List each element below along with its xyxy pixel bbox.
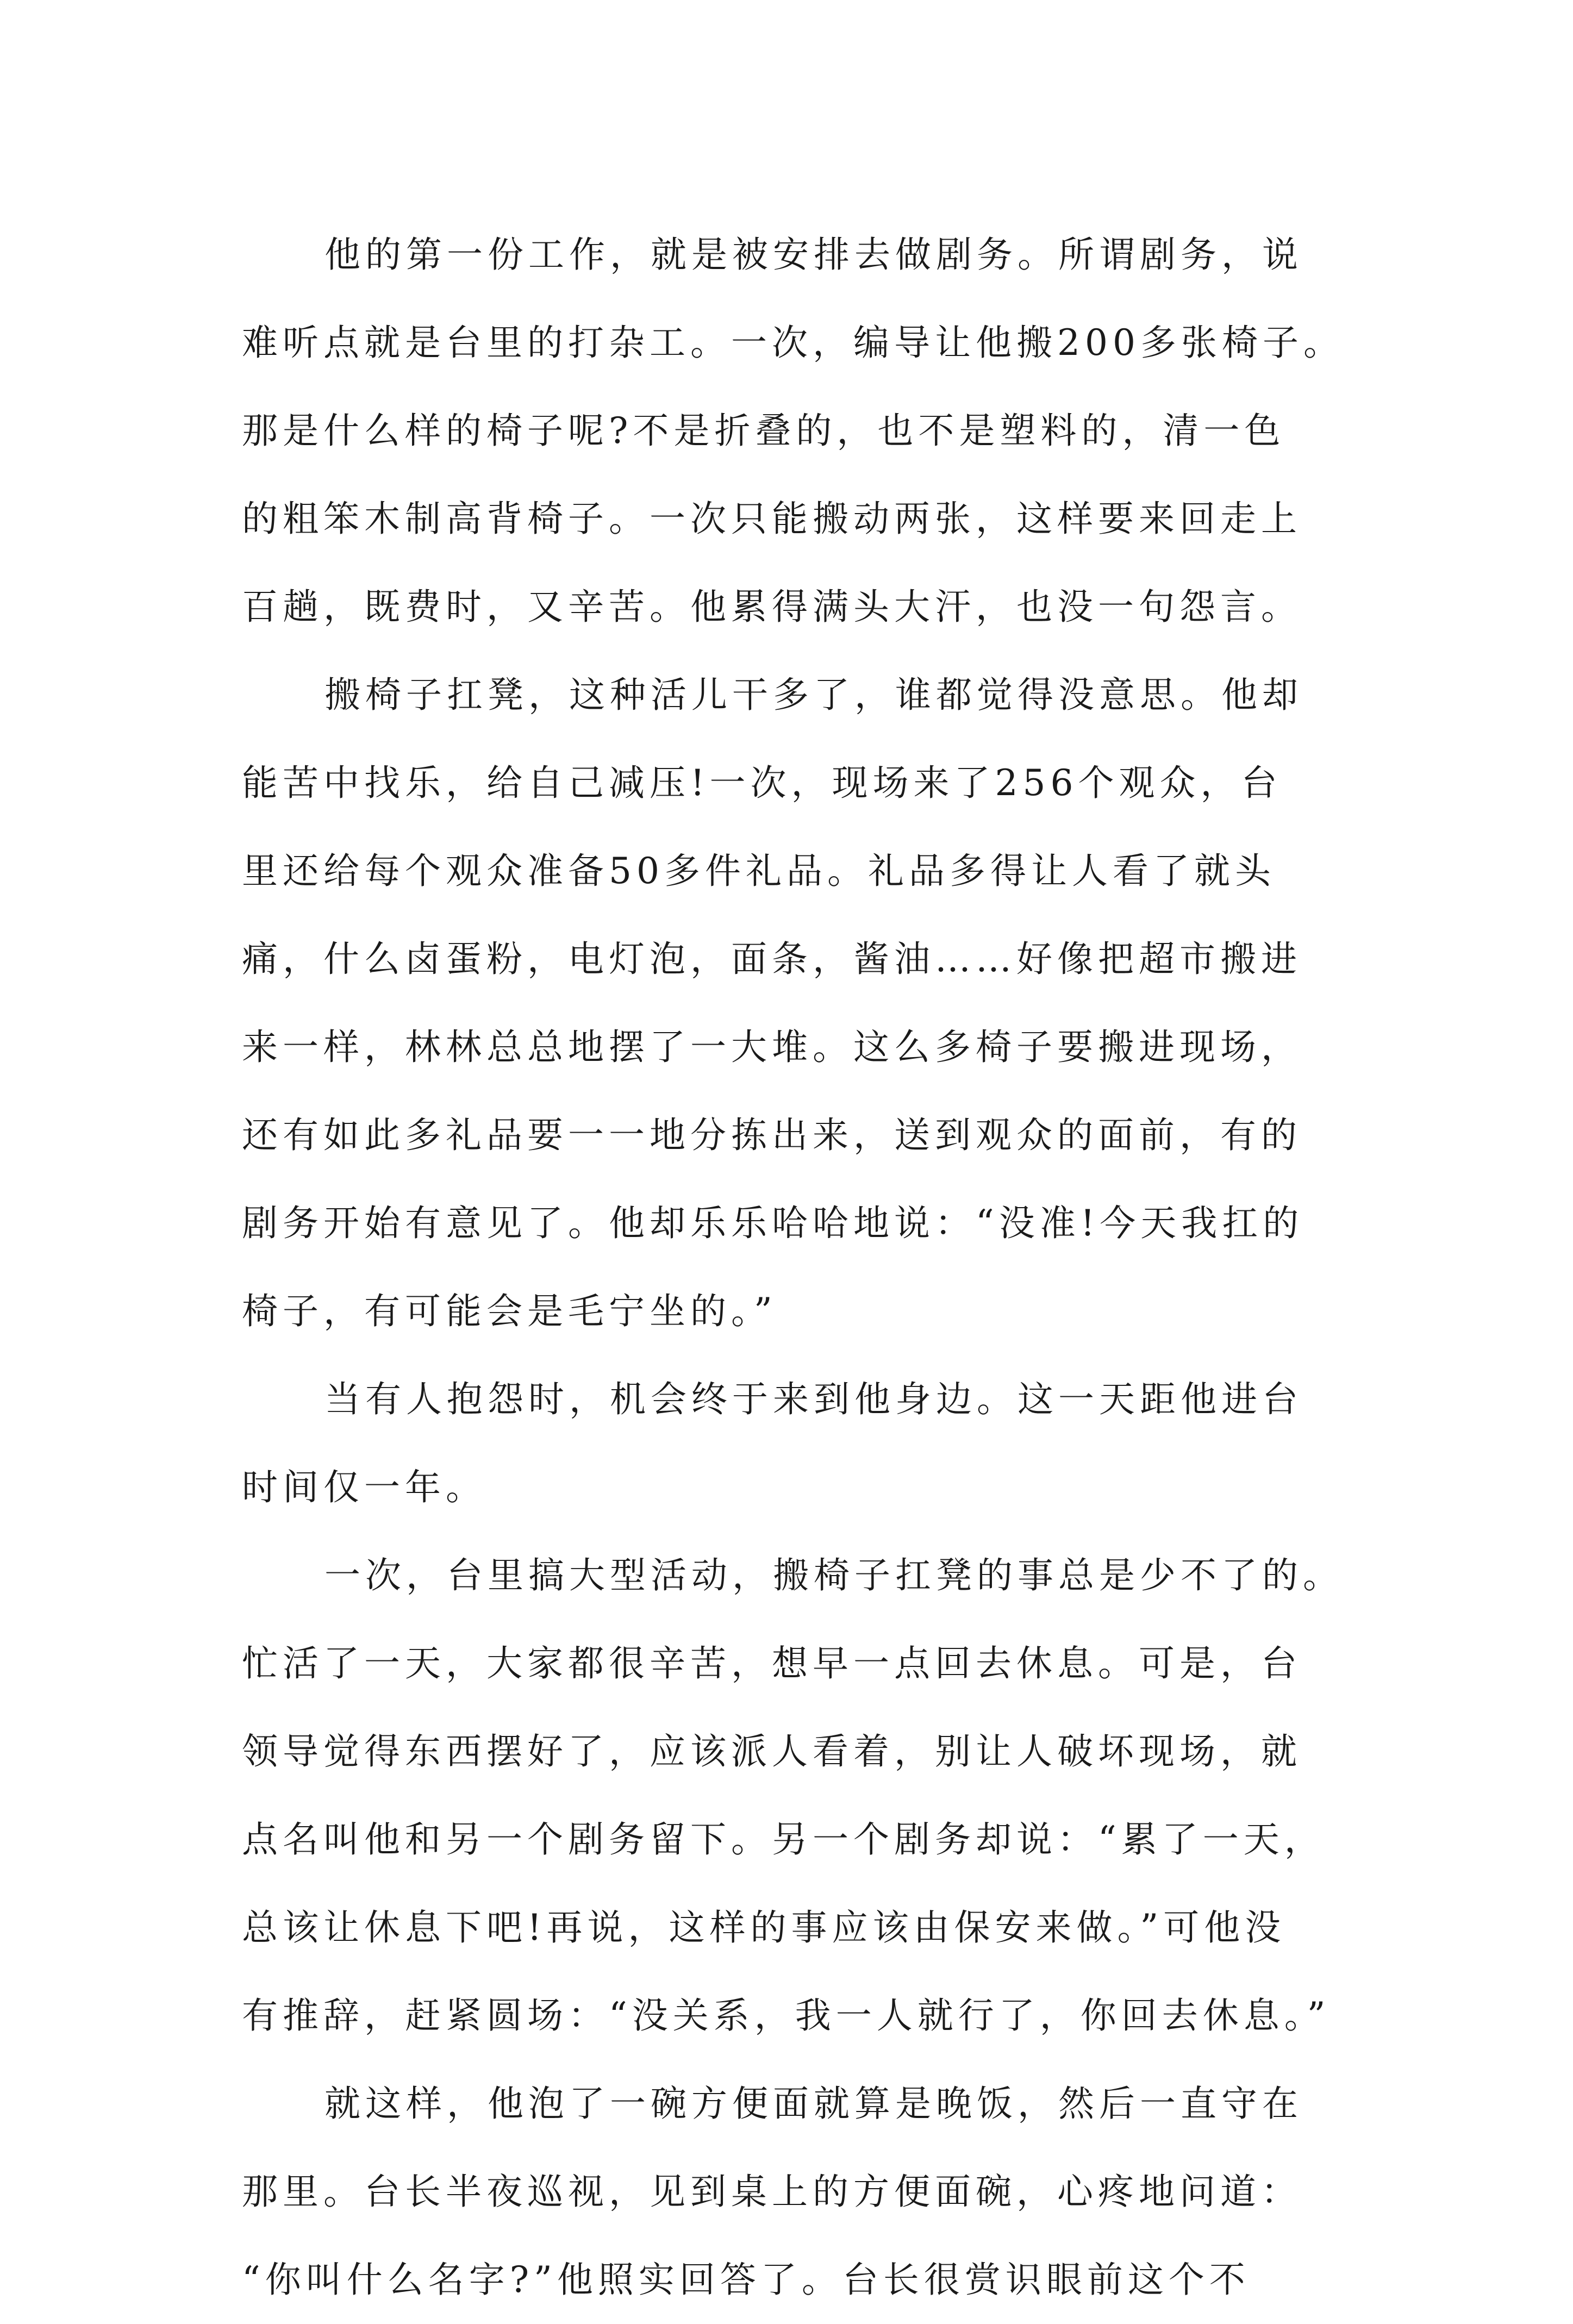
- text-line: 有推辞，赶紧圆场：“没关系，我一人就行了，你回去休息。”: [242, 1995, 1331, 2036]
- text-line: 能苦中找乐，给自己减压!一次，现场来了256个观众，台: [242, 762, 1282, 804]
- text-line: 来一样，林林总总地摆了一大堆。这么多椅子要搬进现场，: [242, 1026, 1302, 1068]
- text-line: 时间仅一年。: [242, 1466, 486, 1508]
- text-line: “你叫什么名字?”他照实回答了。台长很赏识眼前这个不: [242, 2259, 1250, 2301]
- text-line: 搬椅子扛凳，这种活儿干多了，谁都觉得没意思。他却: [324, 674, 1303, 716]
- text-line: 剧务开始有意见了。他却乐乐哈哈地说：“没准!今天我扛的: [242, 1202, 1304, 1244]
- text-line: 就这样，他泡了一碗方便面就算是晚饭，然后一直守在: [324, 2083, 1303, 2125]
- text-line: 点名叫他和另一个剧务留下。另一个剧务却说：“累了一天，: [242, 1819, 1325, 1860]
- text-line: 忙活了一天，大家都很辛苦，想早一点回去休息。可是，台: [242, 1642, 1302, 1684]
- text-line: 的粗笨木制高背椅子。一次只能搬动两张，这样要来回走上: [242, 498, 1302, 540]
- text-line: 百趟，既费时，又辛苦。他累得满头大汗，也没一句怨言。: [242, 586, 1302, 628]
- text-line: 总该让休息下吧!再说，这样的事应该由保安来做。”可他没: [242, 1907, 1286, 1948]
- article-body: [242, 211, 1351, 2324]
- text-line: 难听点就是台里的打杂工。一次，编导让他搬200多张椅子。: [242, 322, 1344, 364]
- text-line: 领导觉得东西摆好了，应该派人看着，别让人破坏现场，就: [242, 1730, 1302, 1772]
- text-line: 那是什么样的椅子呢?不是折叠的，也不是塑料的，清一色: [242, 410, 1285, 452]
- text-line: 那里。台长半夜巡视，见到桌上的方便面碗，心疼地问道：: [242, 2171, 1302, 2213]
- text-line: 当有人抱怨时，机会终于来到他身边。这一天距他进台: [324, 1378, 1303, 1420]
- text-line: 痛，什么卤蛋粉，电灯泡，面条，酱油……好像把超市搬进: [242, 938, 1302, 980]
- text-line: 里还给每个观众准备50多件礼品。礼品多得让人看了就头: [242, 850, 1276, 892]
- text-line: 一次，台里搞大型活动，搬椅子扛凳的事总是少不了的。: [324, 1554, 1344, 1596]
- text-line: 还有如此多礼品要一一地分拣出来，送到观众的面前，有的: [242, 1114, 1302, 1156]
- text-line: 他的第一份工作，就是被安排去做剧务。所谓剧务，说: [324, 234, 1303, 276]
- text-line: 椅子，有可能会是毛宁坐的。”: [242, 1290, 777, 1332]
